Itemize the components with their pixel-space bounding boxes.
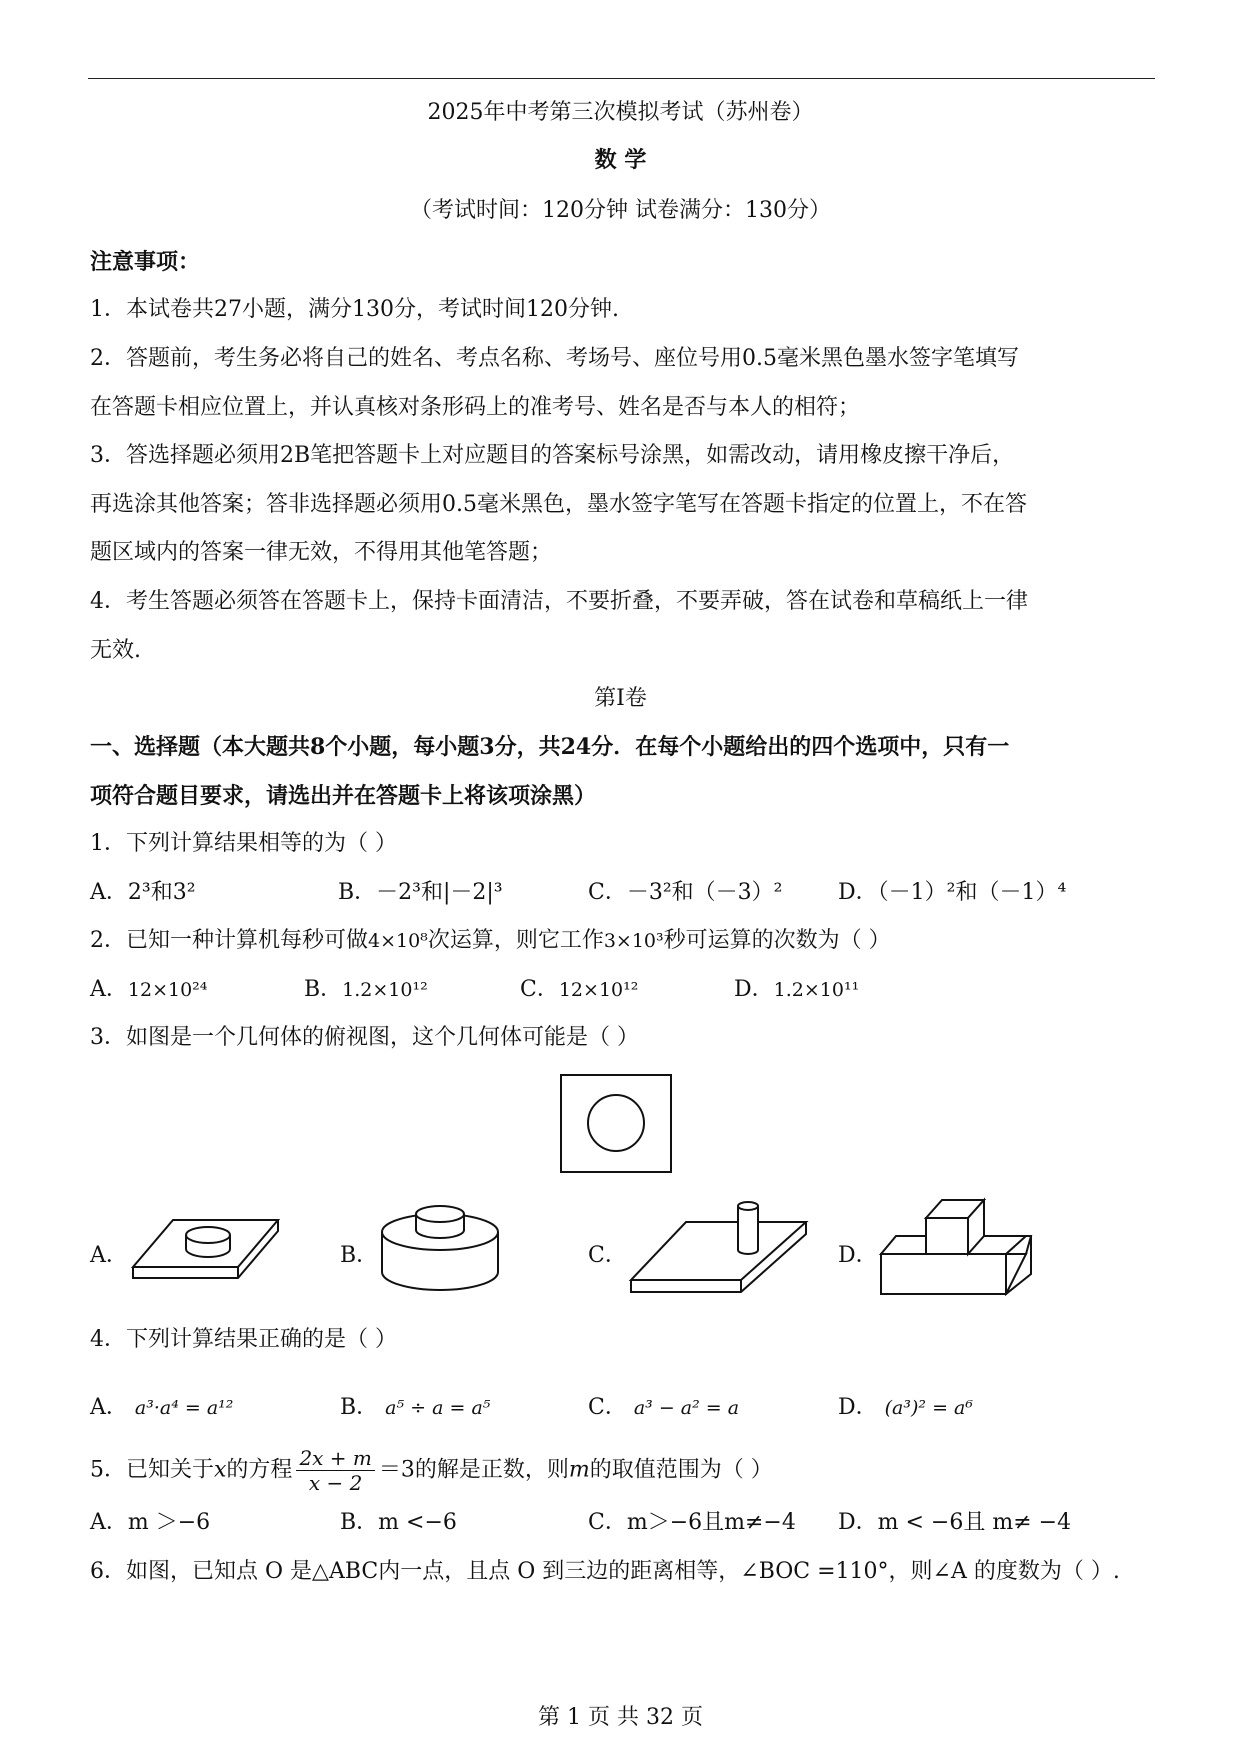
q3-option-a: A． bbox=[90, 1243, 128, 1268]
q4-option-a: A． a³·a⁴ = a¹² bbox=[90, 1395, 234, 1420]
q2-option-d: D．1.2×10¹¹ bbox=[734, 977, 860, 1002]
note-line: 4．考生答题必须答在答题卡上，保持卡面清洁，不要折叠，不要弄破，答在试卷和草稿纸上一律 bbox=[90, 589, 1029, 614]
solid-b-figure bbox=[378, 1200, 503, 1300]
volume-title: 第I卷 bbox=[594, 686, 647, 711]
note-line: 再选涂其他答案；答非选择题必须用0.5毫米黑色，墨水签字笔写在答题卡指定的位置上，不在答 bbox=[90, 492, 1027, 517]
note-line: 在答题卡相应位置上，并认真核对条形码上的准考号、姓名是否与本人的相符； bbox=[90, 395, 861, 420]
q4-option-b: B． a⁵ ÷ a = a⁵ bbox=[340, 1395, 491, 1420]
notes-heading: 注意事项： bbox=[90, 249, 201, 275]
solid-c-figure bbox=[626, 1198, 816, 1298]
note-line: 3．答选择题必须用2B笔把答题卡上对应题目的答案标号涂黑，如需改动，请用橡皮擦干净后， bbox=[90, 443, 1015, 468]
solid-a-figure bbox=[128, 1210, 283, 1290]
q2-option-b: B．1.2×10¹² bbox=[304, 977, 428, 1002]
question-1-stem: 1．下列计算结果相等的为（ ） bbox=[90, 831, 397, 856]
q5-option-a: A．m ＞−6 bbox=[90, 1510, 211, 1535]
q5-option-b: B．m <−6 bbox=[340, 1510, 457, 1535]
q4-option-d: D． (a³)² = a⁶ bbox=[838, 1395, 973, 1420]
note-line: 2．答题前，考生务必将自己的姓名、考点名称、考场号、座位号用0.5毫米黑色墨水签字笔填写 bbox=[90, 346, 1019, 371]
exam-info: （考试时间：120分钟 试卷满分：130分） bbox=[410, 198, 831, 223]
q2-option-a: A．12×10²⁴ bbox=[90, 977, 208, 1002]
section-heading: 项符合题目要求，请选出并在答题卡上将该项涂黑） bbox=[90, 783, 597, 809]
q3-option-c: C． bbox=[588, 1243, 627, 1268]
note-line: 题区域内的答案一律无效，不得用其他笔答题； bbox=[90, 540, 553, 565]
q5-option-c: C．m＞−6且m≠−4 bbox=[588, 1510, 796, 1535]
q1-option-a: A．2³和3² bbox=[90, 880, 196, 905]
solid-d-figure bbox=[876, 1198, 1036, 1298]
top-view-figure bbox=[560, 1074, 672, 1174]
exam-title: 2025年中考第三次模拟考试（苏州卷） bbox=[427, 100, 814, 125]
question-6-stem: 6．如图，已知点 O 是△ABC内一点，且点 O 到三边的距离相等，∠BOC =110°，则∠A 的度数为（ ）. bbox=[90, 1559, 1120, 1584]
q2-option-c: C．12×10¹² bbox=[520, 977, 639, 1002]
subject-title: 数 学 bbox=[594, 147, 647, 173]
q1-option-b: B．－2³和|－2|³ bbox=[338, 880, 503, 905]
q4-option-c: C． a³ − a² = a bbox=[588, 1395, 740, 1420]
equation-fraction: $\frac{2x + m}{x - 2}$ bbox=[296, 1446, 374, 1495]
q1-option-d: D．（－1）²和（－1）⁴ bbox=[838, 880, 1067, 905]
question-4-stem: 4．下列计算结果正确的是（ ） bbox=[90, 1327, 397, 1352]
q3-option-d: D． bbox=[838, 1243, 878, 1268]
section-heading: 一、选择题（本大题共8个小题，每小题3分，共24分．在每个小题给出的四个选项中，只有一 bbox=[90, 734, 1010, 760]
q5-option-d: D．m < −6且 m≠ −4 bbox=[838, 1510, 1072, 1535]
note-line: 1．本试卷共27小题，满分130分，考试时间120分钟. bbox=[90, 297, 619, 322]
question-2-stem: 2．已知一种计算机每秒可做4×10⁸次运算，则它工作3×10³秒可运算的次数为（ ） bbox=[90, 928, 891, 953]
page-footer: 第 1 页 共 32 页 bbox=[538, 1705, 703, 1730]
q3-option-b: B． bbox=[340, 1243, 379, 1268]
note-line: 无效. bbox=[90, 638, 141, 663]
header-rule bbox=[88, 78, 1155, 79]
question-5-stem: 5．已知关于x的方程 $\frac{2x + m}{x - 2}$ ＝3的解是正数，则m的取值范围为（ ） bbox=[90, 1446, 773, 1495]
question-3-stem: 3．如图是一个几何体的俯视图，这个几何体可能是（ ） bbox=[90, 1025, 639, 1050]
q1-option-c: C．－3²和（－3）² bbox=[588, 880, 783, 905]
